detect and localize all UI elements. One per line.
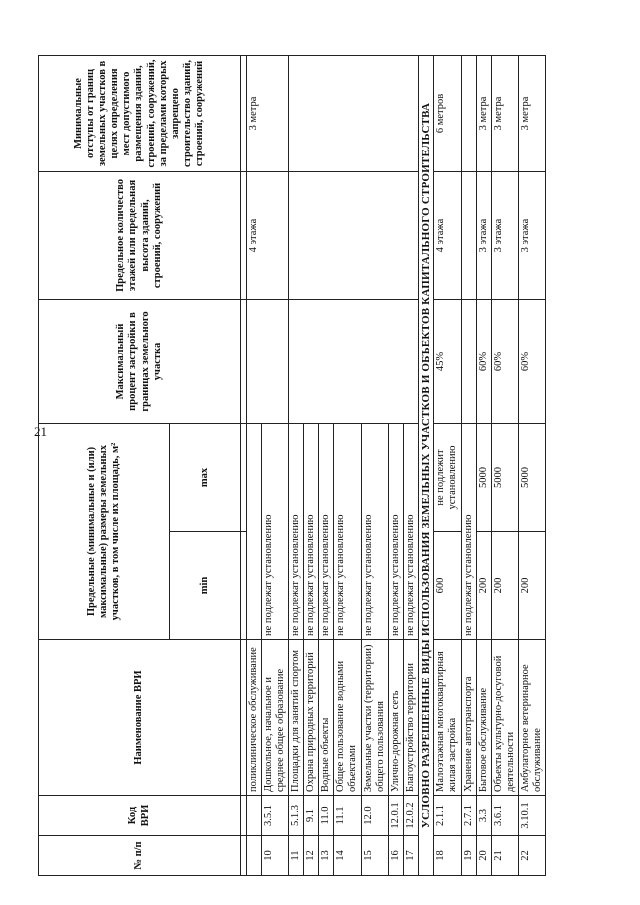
cell-floors: 3 этажа xyxy=(476,171,491,299)
cell-name: Благоустройство территории xyxy=(403,640,418,796)
cell-num: 21 xyxy=(491,836,518,876)
cell-num: 13 xyxy=(319,836,334,876)
page-number: 21 xyxy=(34,424,47,439)
cell-name: Улично-дорожная сеть xyxy=(388,640,403,796)
cell-min: 200 xyxy=(476,532,491,640)
cell-size: не подлежат установлению xyxy=(334,423,361,639)
cell-size: не подлежат установлению xyxy=(262,423,289,639)
cell-setback: 3 метра xyxy=(491,55,518,171)
header-setback: Минимальные отступы от границ земельных участков в целях определения мест допустимого размещения зданий, строений, сооружений, за пределами которых запрещено строительство зданий, строений, сооружений xyxy=(39,55,241,171)
cell-name: Бытовое обслуживание xyxy=(476,640,491,796)
cell-max: 5000 xyxy=(491,423,518,531)
cell-floors: 4 этажа xyxy=(434,171,461,299)
cell-min: 200 xyxy=(491,532,518,640)
cell-setback: 6 метров xyxy=(434,55,461,171)
cell-num xyxy=(247,836,262,876)
cell-code: 5.1.3 xyxy=(289,796,304,836)
cell-percent xyxy=(289,299,419,423)
cell-floors xyxy=(289,171,419,299)
cell-size xyxy=(247,423,262,639)
cell-name: Малоэтажная многоквартирная жилая застройка xyxy=(434,640,461,796)
table-row xyxy=(476,55,491,875)
cell-size: не подлежат установлению xyxy=(403,423,418,639)
zoning-table xyxy=(38,55,546,876)
cell-setback: 3 метра xyxy=(518,55,545,171)
section-title: УСЛОВНО РАЗРЕШЕННЫЕ ВИДЫ ИСПОЛЬЗОВАНИЯ ЗЕМЕЛЬНЫХ УЧАСТКОВ И ОБЪЕКТОВ КАПИТАЛЬНОГО СТРОИТЕЛЬСТВА xyxy=(418,55,434,875)
cell-code: 2.7.1 xyxy=(461,796,476,836)
table-row xyxy=(247,55,262,875)
cell-num: 20 xyxy=(476,836,491,876)
cell-name: Водные объекты xyxy=(319,640,334,796)
cell-code: 11.0 xyxy=(319,796,334,836)
cell-setback xyxy=(289,55,419,171)
cell-name: Хранение автотранспорта xyxy=(461,640,476,796)
cell-num: 22 xyxy=(518,836,545,876)
cell-code: 2.1.1 xyxy=(434,796,461,836)
cell-name: Земельные участки (территории) общего пользования xyxy=(361,640,388,796)
cell-code: 3.5.1 xyxy=(262,796,289,836)
cell-code: 12.0.2 xyxy=(403,796,418,836)
cell-percent: 60% xyxy=(518,299,545,423)
cell-percent xyxy=(461,299,476,423)
cell-code: 3.6.1 xyxy=(491,796,518,836)
cell-max: 5000 xyxy=(518,423,545,531)
cell-floors-group: 4 этажа xyxy=(247,171,289,299)
header-floors: Предельное количество этажей или предельная высота зданий, строений, сооружений xyxy=(39,171,241,299)
cell-code: 12.0 xyxy=(361,796,388,836)
cell-percent: 60% xyxy=(491,299,518,423)
cell-percent xyxy=(247,299,289,423)
cell-size: не подлежат установлению xyxy=(388,423,403,639)
cell-code: 11.1 xyxy=(334,796,361,836)
cell-name: Общее пользование водными объектами xyxy=(334,640,361,796)
table-row xyxy=(491,55,518,875)
cell-name: Площадки для занятий спортом xyxy=(289,640,304,796)
table-row xyxy=(461,55,476,875)
cell-floors xyxy=(461,171,476,299)
cell-percent: 45% xyxy=(434,299,461,423)
cell-num: 16 xyxy=(388,836,403,876)
cell-code: 3.3 xyxy=(476,796,491,836)
cell-num: 18 xyxy=(434,836,461,876)
cell-setback xyxy=(461,55,476,171)
header-percent: Максимальный процент застройки в границах земельного участка xyxy=(39,299,241,423)
rotated-table-container xyxy=(38,56,618,876)
cell-max: не подлежит установлению xyxy=(434,423,461,531)
cell-code: 12.0.1 xyxy=(388,796,403,836)
header-max: max xyxy=(170,423,241,531)
cell-size: не подлежат установлению xyxy=(461,423,476,639)
table-row xyxy=(434,55,461,875)
cell-num: 12 xyxy=(304,836,319,876)
header-sizes: Предельные (минимальные и (или) максимальные) размеры земельных участков, в том числе их площадь, м² xyxy=(39,423,170,639)
cell-size: не подлежат установлению xyxy=(319,423,334,639)
header-min: min xyxy=(170,532,241,640)
cell-min: 200 xyxy=(518,532,545,640)
cell-num: 14 xyxy=(334,836,361,876)
cell-name: поликлиническое обслуживание xyxy=(247,640,262,796)
cell-code: 9.1 xyxy=(304,796,319,836)
cell-floors: 3 этажа xyxy=(518,171,545,299)
header-code: Код ВРИ xyxy=(39,796,241,836)
cell-size: не подлежат установлению xyxy=(361,423,388,639)
cell-setback-group: 3 метра xyxy=(247,55,289,171)
cell-name: Объекты культурно-досуговой деятельности xyxy=(491,640,518,796)
cell-size: не подлежат установлению xyxy=(304,423,319,639)
section-row xyxy=(418,55,434,875)
cell-name: Дошкольное, начальное и среднее общее образование xyxy=(262,640,289,796)
cell-name: Амбулаторное ветеринарное обслуживание xyxy=(518,640,545,796)
cell-num: 15 xyxy=(361,836,388,876)
cell-code: 3.10.1 xyxy=(518,796,545,836)
cell-name: Охрана природных территорий xyxy=(304,640,319,796)
cell-floors: 3 этажа xyxy=(491,171,518,299)
cell-num: 19 xyxy=(461,836,476,876)
header-num: № п/п xyxy=(39,836,241,876)
cell-setback: 3 метра xyxy=(476,55,491,171)
header-name: Наименование ВРИ xyxy=(39,640,241,796)
cell-num: 11 xyxy=(289,836,304,876)
table-row xyxy=(289,55,304,875)
cell-percent: 60% xyxy=(476,299,491,423)
cell-min: 600 xyxy=(434,532,461,640)
table-row xyxy=(518,55,545,875)
cell-size: не подлежат установлению xyxy=(289,423,304,639)
cell-num: 10 xyxy=(262,836,289,876)
cell-num: 17 xyxy=(403,836,418,876)
cell-max: 5000 xyxy=(476,423,491,531)
cell-code xyxy=(247,796,262,836)
